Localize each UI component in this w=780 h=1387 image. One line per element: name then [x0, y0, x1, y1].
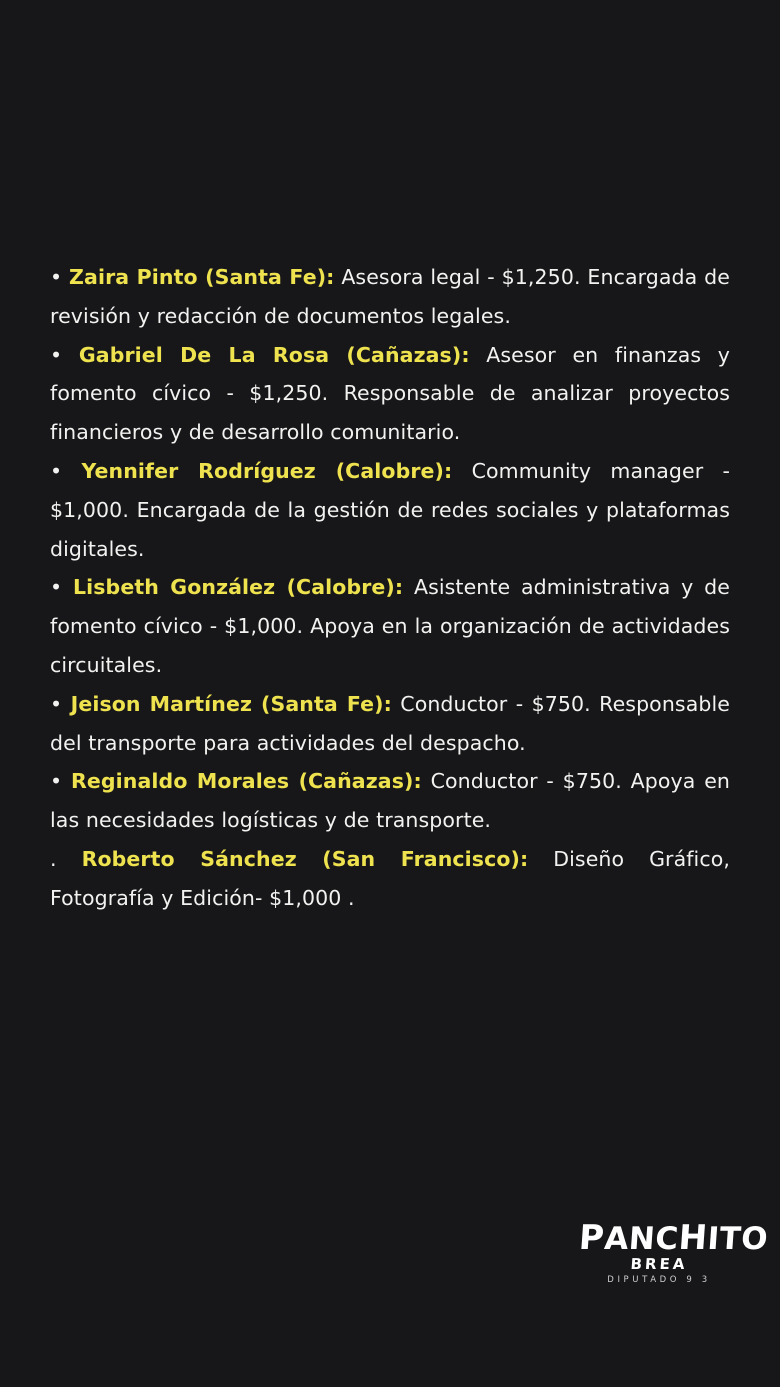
- list-bullet: •: [50, 575, 63, 600]
- logo-letter-h: H: [677, 1218, 710, 1258]
- person-name: Yennifer Rodríguez (Calobre):: [81, 458, 453, 483]
- logo-surname: BREA: [629, 1255, 689, 1273]
- list-item: [50, 336, 730, 452]
- person-description: Asesora legal - $1,250. Encargada de revisión y redacción de documentos legales.: [50, 265, 730, 328]
- logo-text-ito: ITO: [706, 1221, 770, 1257]
- list-bullet: •: [50, 265, 63, 289]
- person-name: Reginaldo Morales (Cañazas):: [71, 769, 422, 794]
- person-description: Community manager - $1,000. Encargada de la gestión de redes sociales y plataformas digitales.: [50, 458, 731, 561]
- list-item: [50, 258, 730, 336]
- person-description: Asesor en finanzas y fomento cívico - $1,250. Responsable de analizar proyectos financieros y de desarrollo comunitario.: [50, 342, 730, 445]
- person-description: Asistente administrativa y de fomento cívico - $1,000. Apoya en la organización de actividades circuitales.: [50, 575, 730, 677]
- logo-letter-p: P: [577, 1218, 606, 1258]
- list-bullet: •: [50, 691, 63, 716]
- logo-tagline: DIPUTADO 9 3: [607, 1275, 711, 1285]
- list-item: [50, 452, 730, 568]
- list-item: [50, 568, 730, 684]
- list-item: [50, 685, 730, 763]
- person-description: Diseño Gráfico, Fotografía y Edición- $1,000 .: [50, 846, 730, 910]
- list-bullet: •: [50, 769, 63, 794]
- person-description: Conductor - $750. Responsable del transporte para actividades del despacho.: [50, 691, 730, 755]
- logo-wordmark: [577, 1218, 770, 1258]
- list-item: [50, 762, 730, 840]
- person-name: Lisbeth González (Calobre):: [72, 575, 404, 600]
- staff-list: [50, 258, 730, 918]
- logo-text-anc: ANC: [603, 1221, 680, 1257]
- list-bullet: •: [50, 342, 63, 367]
- person-name: Jeison Martínez (Santa Fe):: [70, 691, 392, 716]
- brand-logo: [577, 1218, 770, 1285]
- person-name: Gabriel De La Rosa (Cañazas):: [78, 342, 470, 367]
- person-description: Conductor - $750. Apoya en las necesidades logísticas y de transporte.: [50, 769, 731, 833]
- person-name: Roberto Sánchez (San Francisco):: [81, 846, 529, 871]
- list-bullet: .: [50, 846, 57, 871]
- list-bullet: •: [50, 458, 63, 483]
- list-item: [50, 840, 730, 918]
- person-name: Zaira Pinto (Santa Fe):: [69, 265, 335, 289]
